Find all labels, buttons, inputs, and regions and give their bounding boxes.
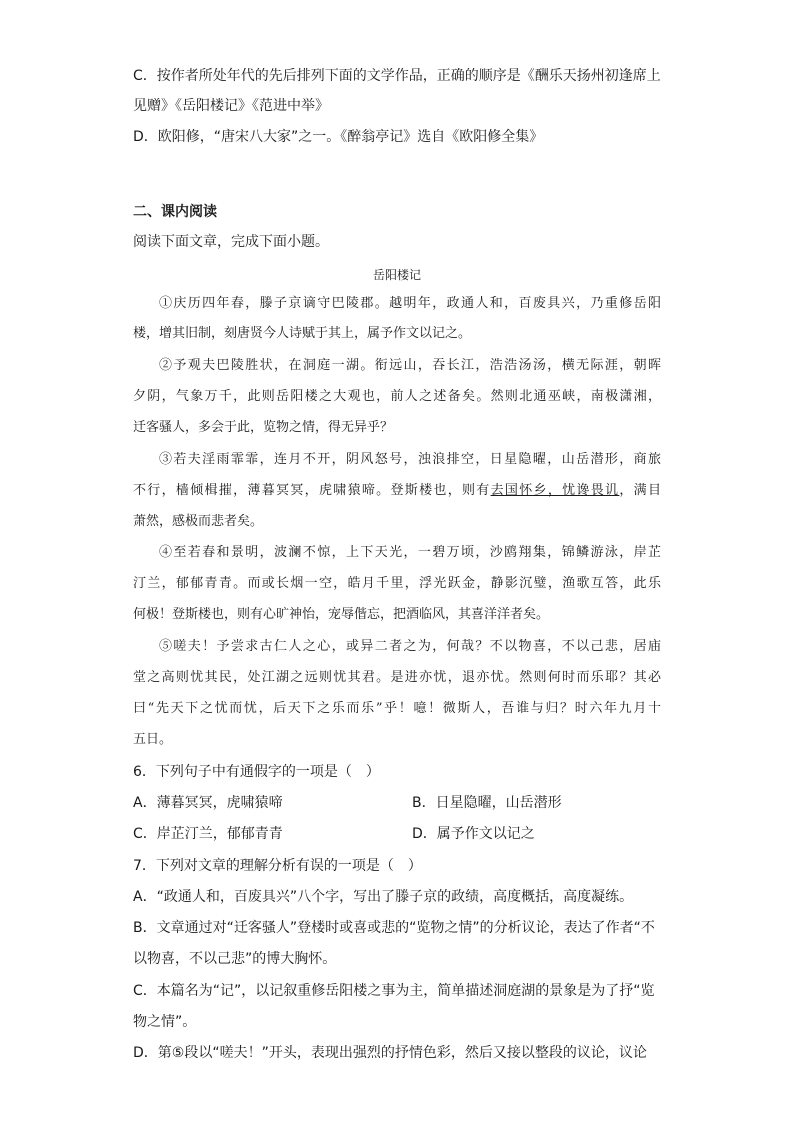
passage-line: 堂之高则忧其民，处江湖之远则忧其君。是进亦忧，退亦忧。然则何时而乐耶？其必 [133, 670, 661, 685]
passage-title: 岳阳楼记 [372, 268, 421, 282]
question-7-option-c: C．本篇名为“记”，以记叙重修岳阳楼之事为主，简单描述洞庭湖的景象是为了抒“览 [133, 983, 655, 999]
passage-line: 不行，樯倾楫摧，薄暮冥冥，虎啸猿啼。登斯楼也，则有去国怀乡，忧谗畏讥，满目 [133, 483, 661, 498]
question-6-option-a: A．薄暮冥冥，虎啸猿啼 [133, 795, 283, 811]
question-7-option-b: B．文章通过对“迁客骚人”登楼时或喜或悲的“览物之情”的分析议论，表达了作者“不 [133, 920, 655, 936]
question-6-option-d: D．属予作文以记之 [412, 826, 535, 842]
passage-line: ②予观夫巴陵胜状，在洞庭一湖。衔远山，吞长江，浩浩汤汤，横无际涯，朝晖 [159, 358, 661, 373]
passage-line: 萧然，感极而悲者矣。 [133, 514, 264, 529]
passage-line: ①庆历四年春，滕子京谪守巴陵郡。越明年，政通人和，百废具兴，乃重修岳阳 [159, 296, 661, 311]
option-c-line2: 见赠》《岳阳楼记》《范进中举》 [133, 98, 329, 114]
option-c-line1: C．按作者所处年代的先后排列下面的文学作品，正确的顺序是《酬乐天扬州初逢席上 [133, 68, 661, 84]
passage-line: 夕阴，气象万千，此则岳阳楼之大观也，前人之述备矣。然则北通巫峡，南极潇湘， [133, 389, 661, 404]
section-heading: 二、课内阅读 [133, 204, 217, 220]
question-6-option-c: C．岸芷汀兰，郁郁青青 [133, 826, 283, 842]
passage-line: 曰“先天下之忧而忧，后天下之乐而乐”乎！噫！微斯人，吾谁与归？时六年九月十 [133, 701, 661, 716]
question-7-option-d: D．第⑤段以“嗟夫！”开头，表现出强烈的抒情色彩，然后又接以整段的议论，议论 [133, 1045, 647, 1061]
passage-line: 五日。 [133, 732, 173, 747]
underlined-phrase: 去国怀乡，忧谗畏讥 [490, 483, 620, 498]
passage-line: 楼，增其旧制，刻唐贤今人诗赋于其上，属予作文以记之。 [133, 326, 472, 341]
section-instruction: 阅读下面文章，完成下面小题。 [133, 234, 329, 250]
passage-line: ④至若春和景明，波澜不惊，上下天光，一碧万顷，沙鸥翔集，锦鳞游泳，岸芷 [159, 545, 661, 560]
question-7-stem: 7．下列对文章的理解分析有误的一项是（ ） [133, 858, 422, 874]
passage-line: 汀兰，郁郁青青。而或长烟一空，皓月千里，浮光跃金，静影沉璧，渔歌互答，此乐 [133, 576, 661, 591]
passage-line: ③若夫淫雨霏霏，连月不开，阴风怒号，浊浪排空，日星隐曜，山岳潜形，商旅 [159, 452, 661, 467]
question-7-option-c-cont: 物之情”。 [133, 1014, 197, 1030]
question-6-stem: 6．下列句子中有通假字的一项是（ ） [133, 764, 380, 780]
passage-line: 何极！登斯楼也，则有心旷神怡，宠辱偕忘，把酒临风，其喜洋洋者矣。 [133, 607, 550, 622]
option-d-line: D．欧阳修，“唐宋八大家”之一。《醉翁亭记》选自《欧阳修全集》 [133, 129, 544, 145]
question-7-option-a: A．“政通人和，百废具兴”八个字，写出了滕子京的政绩，高度概括，高度凝练。 [133, 889, 634, 905]
question-7-option-b-cont: 以物喜，不以己悲”的博大胸怀。 [133, 951, 337, 967]
question-6-option-b: B．日星隐曜，山岳潜形 [412, 795, 562, 811]
passage-line: 迁客骚人，多会于此，览物之情，得无异乎？ [133, 420, 394, 435]
passage-line: ⑤嗟夫！予尝求古仁人之心，或异二者之为，何哉？不以物喜，不以己悲，居庙 [159, 639, 661, 654]
